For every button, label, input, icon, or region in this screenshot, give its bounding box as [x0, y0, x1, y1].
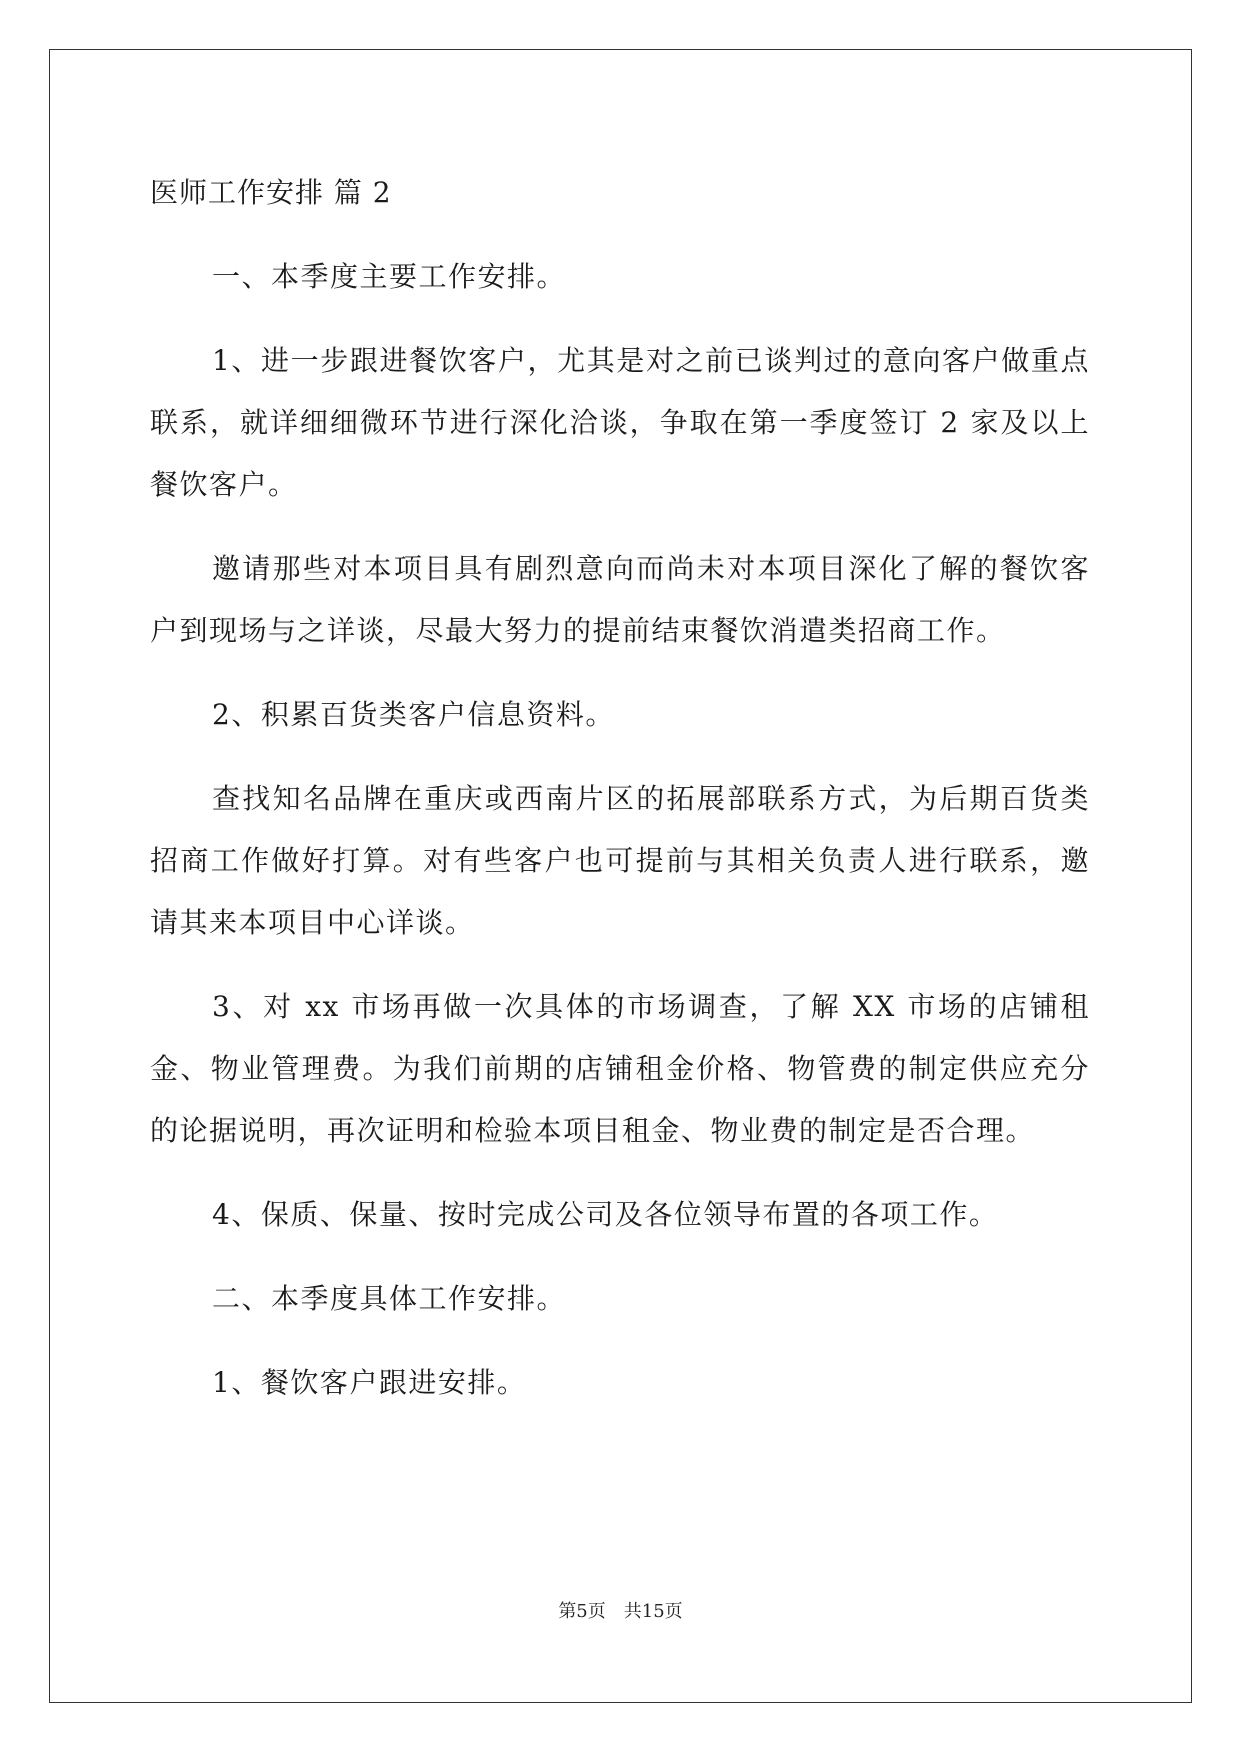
- document-title: 医师工作安排 篇 2: [150, 176, 392, 209]
- document-body: [150, 162, 1090, 1436]
- page-footer: 第5页 共15页: [558, 1601, 683, 1622]
- paragraph-item-4: 4、保质、保量、按时完成公司及各位领导布置的各项工作。: [212, 1198, 999, 1231]
- paragraph-invite-catering: 邀请那些对本项目具有剧烈意向而尚未对本项目深化了解的餐饮客户到现场与之详谈，尽最大努力的提前结束餐饮消遣类招商工作。: [150, 552, 1090, 647]
- paragraph-section-two-heading: 二、本季度具体工作安排。: [212, 1282, 567, 1315]
- paragraph-section-two-item-1: 1、餐饮客户跟进安排。: [212, 1366, 527, 1399]
- paragraph-section-one-heading: 一、本季度主要工作安排。: [212, 260, 567, 293]
- paragraph-find-brands: 查找知名品牌在重庆或西南片区的拓展部联系方式，为后期百货类招商工作做好打算。对有些客户也可提前与其相关负责人进行联系，邀请其来本项目中心详谈。: [150, 782, 1090, 939]
- paragraph-item-3: 3、对 xx 市场再做一次具体的市场调查，了解 XX 市场的店铺租金、物业管理费。为我们前期的店铺租金价格、物管费的制定供应充分的论据说明，再次证明和检验本项目租金、物业费的制定是否合理。: [150, 990, 1090, 1147]
- paragraph-item-1: 1、进一步跟进餐饮客户，尤其是对之前已谈判过的意向客户做重点联系，就详细细微环节进行深化洽谈，争取在第一季度签订 2 家及以上餐饮客户。: [150, 344, 1090, 501]
- paragraph-item-2: 2、积累百货类客户信息资料。: [212, 698, 615, 731]
